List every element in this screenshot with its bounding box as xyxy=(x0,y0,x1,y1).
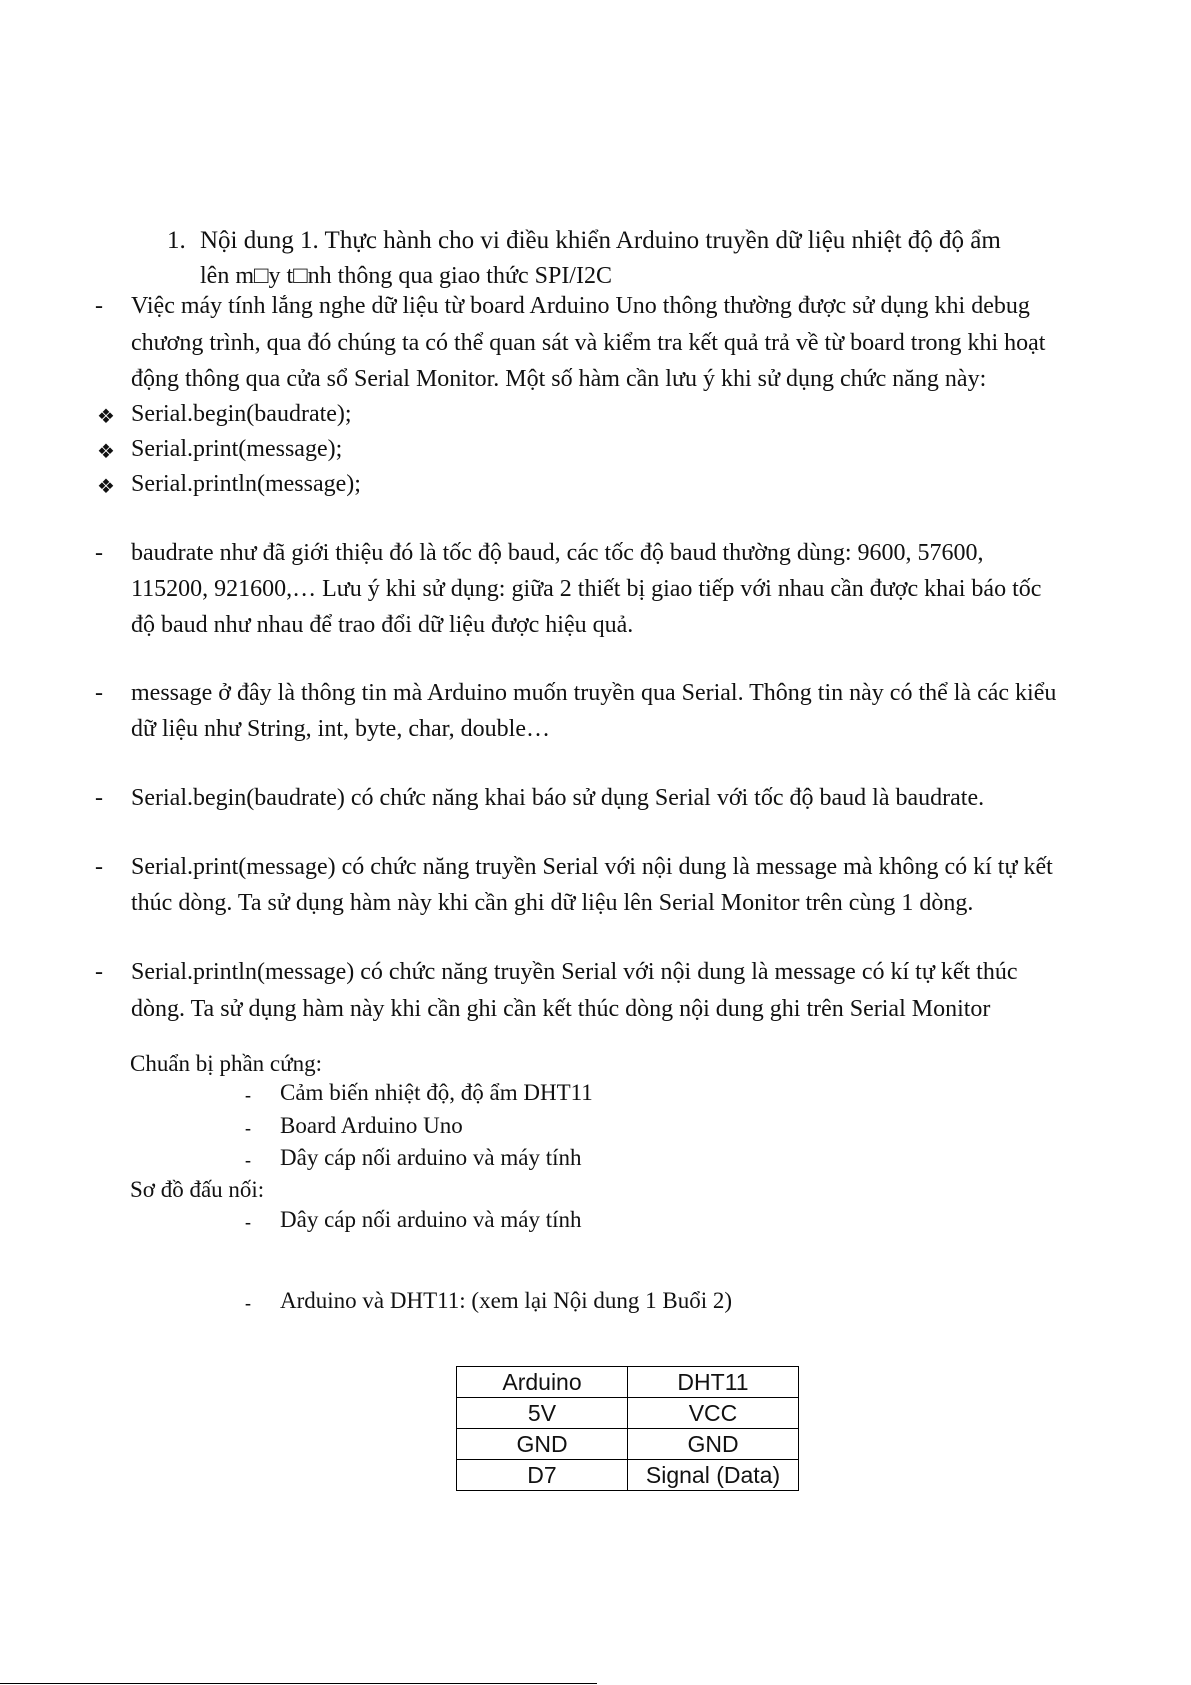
hardware-item: Dây cáp nối arduino và máy tính xyxy=(280,1145,582,1170)
function-item: Serial.println(message); xyxy=(131,471,361,497)
diamond-bullet-icon: ❖ xyxy=(97,476,115,498)
wiring-item: Arduino và DHT11: (xem lại Nội dung 1 Buổi 2) xyxy=(280,1288,733,1313)
dash-bullet: - xyxy=(245,1085,251,1105)
dash-bullet: - xyxy=(245,1150,251,1170)
table-cell: VCC xyxy=(628,1398,799,1429)
table-cell: Signal (Data) xyxy=(628,1460,799,1491)
para1-line2: chương trình, qua đó chúng ta có thể quan sát và kiểm tra kết quả trả về từ board trong khi hoạt xyxy=(131,330,1046,356)
dash-bullet: - xyxy=(245,1212,251,1232)
para5-line2: thúc dòng. Ta sử dụng hàm này khi cần ghi dữ liệu lên Serial Monitor trên cùng 1 dòng. xyxy=(131,890,974,916)
para2-line3: độ baud như nhau để trao đổi dữ liệu được hiệu quả. xyxy=(131,612,634,638)
dash-bullet: - xyxy=(95,680,103,706)
table-row xyxy=(457,1398,799,1429)
para6-line1: Serial.println(message) có chức năng truyền Serial với nội dung là message có kí tự kết thúc xyxy=(131,959,1018,985)
table-header-row xyxy=(457,1367,799,1398)
hardware-item: Board Arduino Uno xyxy=(280,1113,463,1138)
para3-line1: message ở đây là thông tin mà Arduino muốn truyền qua Serial. Thông tin này có thể là các kiểu xyxy=(131,680,1057,706)
table-cell: 5V xyxy=(457,1398,628,1429)
dash-bullet: - xyxy=(95,540,103,566)
table-row xyxy=(457,1460,799,1491)
table-row xyxy=(457,1429,799,1460)
para6-line2: dòng. Ta sử dụng hàm này khi cần ghi cần kết thúc dòng nội dung ghi trên Serial Monitor xyxy=(131,996,991,1022)
diamond-bullet-icon: ❖ xyxy=(97,406,115,428)
table-cell: GND xyxy=(457,1429,628,1460)
para4-line1: Serial.begin(baudrate) có chức năng khai báo sử dụng Serial với tốc độ baud là baudrate. xyxy=(131,785,985,811)
table-cell: D7 xyxy=(457,1460,628,1491)
dash-bullet: - xyxy=(95,293,103,319)
dash-bullet: - xyxy=(95,959,103,985)
footnote-divider xyxy=(0,1683,597,1684)
para5-line1: Serial.print(message) có chức năng truyền Serial với nội dung là message mà không có kí tự kết xyxy=(131,854,1053,880)
table-header-cell: Arduino xyxy=(457,1367,628,1398)
dash-bullet: - xyxy=(95,785,103,811)
diamond-bullet-icon: ❖ xyxy=(97,441,115,463)
function-item: Serial.print(message); xyxy=(131,436,343,462)
hardware-item: Cảm biến nhiệt độ, độ ẩm DHT11 xyxy=(280,1080,593,1105)
para2-line1: baudrate như đã giới thiệu đó là tốc độ baud, các tốc độ baud thường dùng: 9600, 57600, xyxy=(131,540,984,566)
para1-line3: động thông qua cửa sổ Serial Monitor. Một số hàm cần lưu ý khi sử dụng chức năng này: xyxy=(131,366,987,392)
hardware-title: Chuẩn bị phần cứng: xyxy=(130,1051,322,1076)
heading-title-line2: lên m□y t□nh thông qua giao thức SPI/I2C xyxy=(200,263,612,289)
para1-line1: Việc máy tính lắng nghe dữ liệu từ board Arduino Uno thông thường được sử dụng khi debug xyxy=(131,293,1030,319)
pin-connection-table xyxy=(456,1366,799,1491)
para2-line2: 115200, 921600,… Lưu ý khi sử dụng: giữa 2 thiết bị giao tiếp với nhau cần được khai báo tốc xyxy=(131,576,1042,602)
table-header-cell: DHT11 xyxy=(628,1367,799,1398)
heading-number: 1. xyxy=(167,227,186,254)
heading-title-line1: Nội dung 1. Thực hành cho vi điều khiển Arduino truyền dữ liệu nhiệt độ độ ẩm xyxy=(200,227,1001,254)
table-cell: GND xyxy=(628,1429,799,1460)
wiring-item: Dây cáp nối arduino và máy tính xyxy=(280,1207,582,1232)
para3-line2: dữ liệu như String, int, byte, char, double… xyxy=(131,716,550,742)
dash-bullet: - xyxy=(245,1293,251,1313)
dash-bullet: - xyxy=(245,1118,251,1138)
wiring-title: Sơ đồ đấu nối: xyxy=(130,1177,265,1202)
dash-bullet: - xyxy=(95,854,103,880)
function-item: Serial.begin(baudrate); xyxy=(131,401,352,427)
